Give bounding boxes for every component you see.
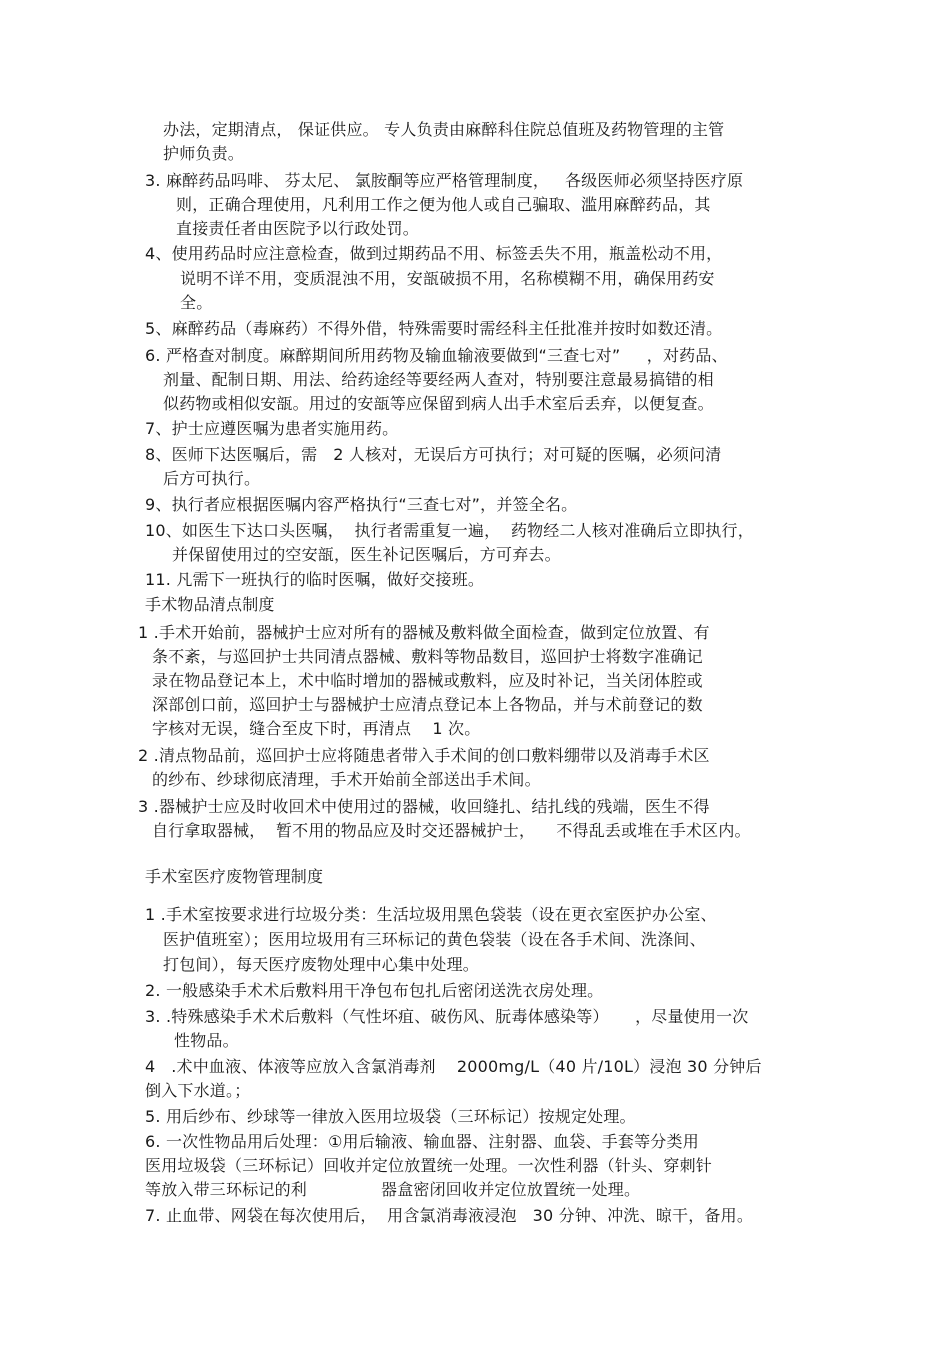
text-line: 似药物或相似安瓿。用过的安瓿等应保留到病人出手术室后丢弃，以便复查。 xyxy=(163,394,714,413)
text-line: 5. 用后纱布、纱球等一律放入医用垃圾袋（三环标记）按规定处理。 xyxy=(145,1107,636,1126)
text-line: 10、如医生下达口头医嘱， 执行者需重复一遍， 药物经二人核对准确后立即执行， xyxy=(145,521,754,540)
text-line: 全。 xyxy=(180,293,213,312)
text-line: 说明不详不用，变质混浊不用，安瓿破损不用，名称模糊不用，确保用药安 xyxy=(180,269,715,288)
text-line: 4、使用药品时应注意检查，做到过期药品不用、标签丢失不用，瓶盖松动不用， xyxy=(145,244,723,263)
text-line: 9、执行者应根据医嘱内容严格执行“三查七对”，并签全名。 xyxy=(145,495,578,514)
section-heading: 手术室医疗废物管理制度 xyxy=(145,867,324,886)
text-line: 医用垃圾袋（三环标记）回收并定位放置统一处理。一次性利器（针头、穿刺针 xyxy=(145,1156,713,1175)
text-line: 并保留使用过的空安瓿，医生补记医嘱后，方可弃去。 xyxy=(172,545,561,564)
text-line: 医护值班室）；医用垃圾用有三环标记的黄色袋装（设在各手术间、洗涤间、 xyxy=(163,930,706,949)
text-line: 打包间），每天医疗废物处理中心集中处理。 xyxy=(163,955,480,974)
text-line: 直接责任者由医院予以行政处罚。 xyxy=(176,219,420,238)
text-line: 的纱布、纱球彻底清理，手术开始前全部送出手术间。 xyxy=(152,770,541,789)
text-line: 1 .手术开始前，器械护士应对所有的器械及敷料做全面检查，做到定位放置、有 xyxy=(138,623,710,642)
text-line: 3. .特殊感染手术术后敷料（气性坏疽、破伤风、朊毒体感染等） ，尽量使用一次 xyxy=(145,1007,749,1026)
text-line: 5、麻醉药品（毒麻药）不得外借，特殊需要时需经科主任批准并按时如数还清。 xyxy=(145,319,723,338)
text-line: 自行拿取器械， 暂不用的物品应及时交还器械护士， 不得乱丢或堆在手术区内。 xyxy=(152,821,751,840)
text-line: 8、医师下达医嘱后，需 2 人核对，无误后方可执行；对可疑的医嘱，必须问清 xyxy=(145,445,722,464)
text-line: 3 .器械护士应及时收回术中使用过的器械，收回缝扎、结扎线的残端，医生不得 xyxy=(138,797,710,816)
text-line: 条不紊，与巡回护士共同清点器械、敷料等物品数目，巡回护士将数字准确记 xyxy=(152,647,703,666)
text-line: 7. 止血带、网袋在每次使用后， 用含氯消毒液浸泡 30 分钟、冲洗、晾干，备用。 xyxy=(145,1206,754,1225)
text-line: 则，正确合理使用，凡利用工作之便为他人或自己骗取、滥用麻醉药品，其 xyxy=(176,195,711,214)
text-line: 护师负责。 xyxy=(163,144,245,163)
text-line: 剂量、配制日期、用法、给药途经等要经两人查对，特别要注意最易搞错的相 xyxy=(163,370,714,389)
text-line: 倒入下水道。； xyxy=(145,1081,251,1100)
text-line: 录在物品登记本上，术中临时增加的器械或敷料，应及时补记，当关闭体腔或 xyxy=(152,671,703,690)
text-line: 字核对无误，缝合至皮下时，再清点 1 次。 xyxy=(152,719,481,738)
text-line: 办法，定期清点， 保证供应。 专人负责由麻醉科住院总值班及药物管理的主管 xyxy=(163,120,725,139)
section-heading: 手术物品清点制度 xyxy=(145,595,275,614)
text-line: 1 .手术室按要求进行垃圾分类：生活垃圾用黑色袋装（设在更衣室医护办公室、 xyxy=(145,905,717,924)
text-line: 2 .清点物品前，巡回护士应将随患者带入手术间的创口敷料绷带以及消毒手术区 xyxy=(138,746,710,765)
text-line: 7、护士应遵医嘱为患者实施用药。 xyxy=(145,419,399,438)
text-line: 6. 一次性物品用后处理：①用后输液、输血器、注射器、血袋、手套等分类用 xyxy=(145,1132,699,1151)
text-line: 3. 麻醉药品吗啡、 芬太尼、 氯胺酮等应严格管理制度， 各级医师必须坚持医疗原 xyxy=(145,171,744,190)
text-line: 11. 凡需下一班执行的临时医嘱，做好交接班。 xyxy=(145,570,485,589)
text-line: 后方可执行。 xyxy=(163,469,261,488)
text-line: 6. 严格查对制度。麻醉期间所用药物及输血输液要做到“三查七对” ，对药品、 xyxy=(145,346,728,365)
text-line: 等放入带三环标记的利 器盒密闭回收并定位放置统一处理。 xyxy=(145,1180,641,1199)
text-line: 性物品。 xyxy=(174,1031,239,1050)
text-line: 深部创口前，巡回护士与器械护士应清点登记本上各物品，并与术前登记的数 xyxy=(152,695,703,714)
text-line: 4 .术中血液、体液等应放入含氯消毒剂 2000mg/L（40 片/10L）浸泡 30 分钟后 xyxy=(145,1057,762,1076)
text-line: 2. 一般感染手术术后敷料用干净包布包扎后密闭送洗衣房处理。 xyxy=(145,981,604,1000)
